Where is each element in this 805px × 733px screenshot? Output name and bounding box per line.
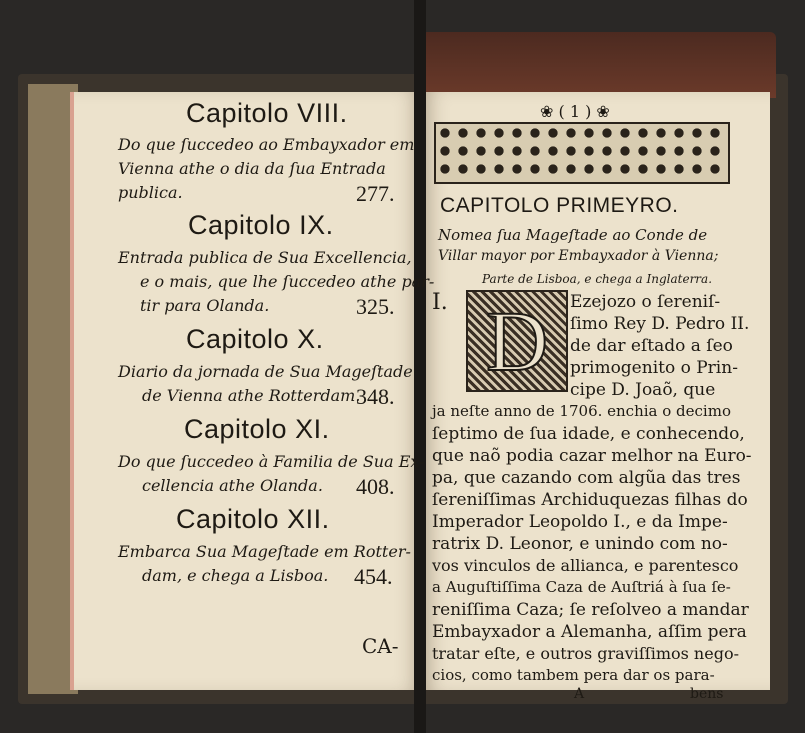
chapter-8-line-1: Do que ſuccedeo ao Embayxador em	[118, 135, 415, 154]
chapter-10-line-2: de Vienna athe Rotterdam.	[142, 386, 361, 405]
chapter-10-title: Capitolo X.	[186, 324, 324, 354]
chapter-12-line-1: Embarca Sua Mageſtade em Rotter-	[118, 542, 411, 561]
section-marker: I.	[432, 290, 448, 315]
chapter-11-line-2: cellencia athe Olanda.	[142, 476, 323, 495]
chapter-9-line-1: Entrada publica de Sua Excellencia,	[118, 248, 412, 267]
text-line-short-3: de dar eſtado a ſeo	[570, 336, 733, 356]
text-line-short-2: ſimo Rey D. Pedro II.	[570, 314, 750, 334]
chapter-8-line-2: Vienna athe o dia da ſua Entrada	[118, 159, 386, 178]
text-line-13: cios, como tambem pera dar os para-	[432, 666, 715, 684]
chapter-title: CAPITOLO PRIMEYRO.	[440, 194, 679, 217]
chapter-9-line-2: e o mais, que lhe ſuccedeo athe par-	[140, 272, 435, 291]
chapter-8-title: Capitolo VIII.	[186, 98, 348, 128]
subtitle-line-1: Nomea ſua Mageſtade ao Conde de	[438, 226, 708, 244]
text-line-2: ſeptimo de ſua idade, e conhecendo,	[432, 424, 745, 444]
left-catchword: CA-	[362, 634, 399, 658]
ornamental-headpiece	[434, 122, 730, 184]
right-catchword: bens	[690, 686, 724, 702]
text-line-10: reniſſima Caza; ſe reſolveo a mandar	[432, 600, 749, 620]
text-line-short-5: cipe D. Joaõ, que	[570, 380, 716, 400]
chapter-9-title: Capitolo IX.	[188, 210, 334, 240]
subtitle-line-2: Villar mayor por Embayxador à Vienna;	[438, 248, 719, 264]
text-line-8: vos vinculos de allianca, e parentesco	[432, 556, 739, 575]
text-line-5: ſereniſſimas Archiduquezas filhas do	[432, 490, 748, 510]
right-cover-edge	[424, 32, 776, 98]
chapter-11-page: 408.	[356, 474, 395, 499]
text-line-9: a Auguſtiſſima Caza de Auſtriá à ſua ſe-	[432, 578, 731, 596]
book-gutter	[414, 0, 426, 733]
drop-cap-letter: D	[485, 293, 549, 389]
chapter-8-line-3: publica.	[118, 183, 183, 202]
chapter-10-line-1: Diario da jornada de Sua Mageſtade	[118, 362, 413, 381]
subtitle-small: Parte de Lisboa, e chega a Inglaterra.	[482, 272, 713, 286]
text-line-6: Imperador Leopoldo I., e da Impe-	[432, 512, 728, 532]
text-line-short-4: primogenito o Prin-	[570, 358, 738, 378]
chapter-10-page: 348.	[356, 384, 395, 409]
decorated-drop-cap	[466, 290, 568, 392]
chapter-9-line-3: tir para Olanda.	[140, 296, 270, 315]
chapter-12-line-2: dam, e chega a Lisboa.	[142, 566, 329, 585]
chapter-8-page: 277.	[356, 181, 395, 206]
text-line-1: ja neſte anno de 1706. enchia o decimo	[432, 402, 731, 420]
page-number: ❀ ( 1 ) ❀	[540, 102, 610, 121]
signature-mark: A	[574, 686, 585, 702]
chapter-11-title: Capitolo XI.	[184, 414, 330, 444]
text-line-7: ratrix D. Leonor, e unindo com no-	[432, 534, 728, 554]
text-line-4: pa, que cazando com algũa das tres	[432, 468, 741, 488]
text-line-12: tratar eſte, e outros graviſſimos nego-	[432, 644, 739, 663]
text-line-11: Embayxador a Alemanha, aſſim pera	[432, 622, 747, 642]
chapter-12-page: 454.	[354, 564, 393, 589]
text-line-short-1: Ezejozo o ſereniſ-	[570, 292, 721, 312]
chapter-11-line-1: Do que ſuccedeo à Familia de Sua Ex-	[118, 452, 425, 471]
text-line-3: que naõ podia cazar melhor na Euro-	[432, 446, 752, 466]
chapter-12-title: Capitolo XII.	[176, 504, 330, 534]
chapter-9-page: 325.	[356, 294, 395, 319]
